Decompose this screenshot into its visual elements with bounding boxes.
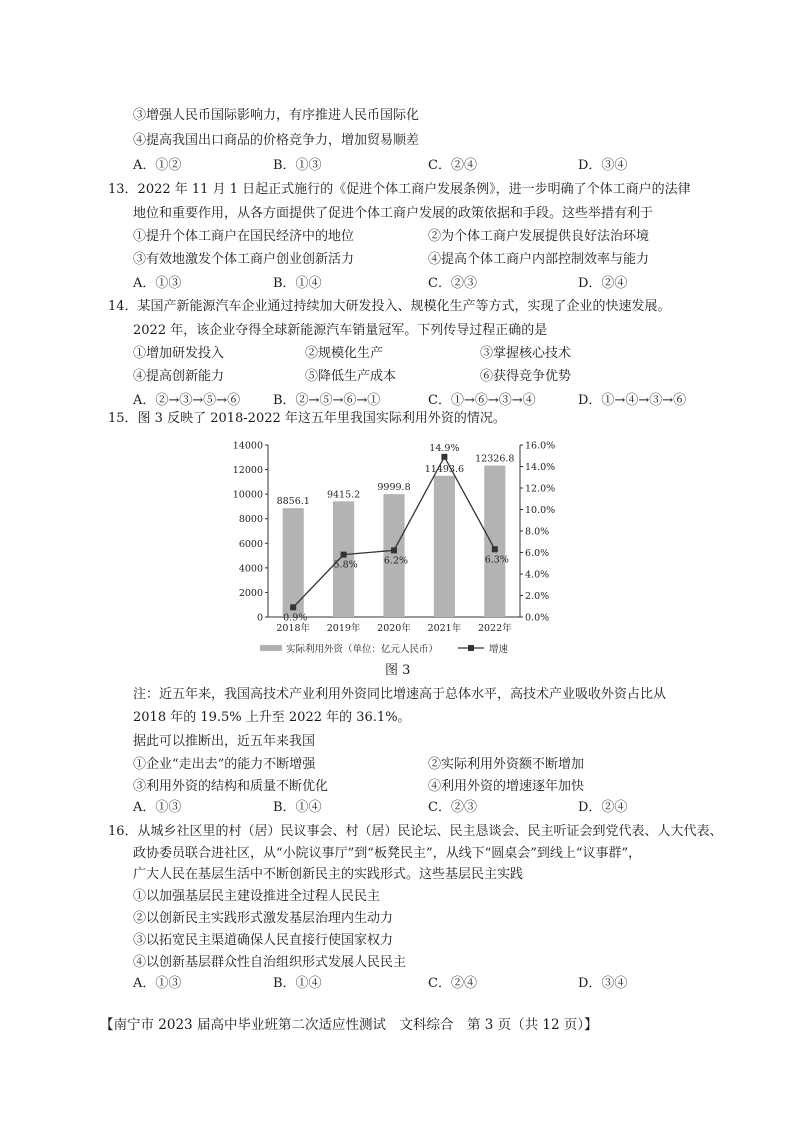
q16-stem-line-3: 广大人民在基层生活中不断创新民主的实践形式。这些基层民主实践 xyxy=(133,867,524,882)
q14-stem-line-2: 2022 年，该企业夺得全球新能源汽车销量冠军。下列传导过程正确的是 xyxy=(133,323,548,338)
right-tick-label: 4.0% xyxy=(525,569,550,581)
q14-item-3: ③掌握核心技术 xyxy=(480,346,572,361)
right-tick-label: 10.0% xyxy=(525,505,556,516)
q15-option-c: C．②③ xyxy=(428,800,477,815)
right-tick-label: 16.0% xyxy=(525,440,556,452)
q14-item-4: ④提高创新能力 xyxy=(133,369,225,384)
q15-stem-line-1: 15．图 3 反映了 2018-2022 年这五年里我国实际利用外资的情况。 xyxy=(108,411,506,426)
legend-bar-label: 实际利用外资（单位：亿元人民币） xyxy=(286,644,439,655)
x-tick-label: 2022年 xyxy=(477,623,512,634)
q13-item-4: ④提高个体工商户内部控制效率与能力 xyxy=(428,252,650,267)
q13-option-c: C．②③ xyxy=(428,276,477,291)
x-tick-label: 2021年 xyxy=(427,623,462,634)
q14-item-1: ①增加研发投入 xyxy=(133,346,225,361)
q13-stem-line-1: 13．2022 年 11 月 1 日起正式施行的《促进个体工商户发展条例》，进一步明确了个体工商户的法律 xyxy=(108,182,691,197)
q16-options xyxy=(133,975,794,993)
left-tick-label: 10000 xyxy=(232,489,263,501)
q14-item-5: ⑤降低生产成本 xyxy=(305,369,397,384)
right-tick-label: 2.0% xyxy=(525,591,550,602)
left-tick-label: 2000 xyxy=(238,587,263,599)
x-tick-label: 2019年 xyxy=(326,623,361,634)
left-tick-label: 12000 xyxy=(232,465,263,477)
bar-value-label: 9999.8 xyxy=(377,482,411,494)
q14-option-a: A．②→③→⑤→⑥ xyxy=(133,393,241,408)
q16-item-2: ②以创新民主实践形式激发基层治理内生动力 xyxy=(133,911,394,926)
q13-option-d: D．②④ xyxy=(578,276,628,291)
q16-item-3: ③以拓宽民主渠道确保人民直接行使国家权力 xyxy=(133,933,394,948)
q13-item-3: ③有效地激发个体工商户创业创新活力 xyxy=(133,252,355,267)
right-tick-label: 6.0% xyxy=(525,548,550,559)
left-tick-label: 14000 xyxy=(232,440,263,452)
q12-option-d: D．③④ xyxy=(578,158,628,173)
q15-option-b: B．①④ xyxy=(273,800,322,815)
q14-item-2: ②规模化生产 xyxy=(305,346,384,361)
bar-value-label: 11493.6 xyxy=(424,463,465,475)
left-tick-label: 4000 xyxy=(238,563,263,575)
growth-point xyxy=(441,454,447,460)
x-tick-label: 2020年 xyxy=(377,623,411,634)
bar xyxy=(434,476,455,617)
figure-3-chart xyxy=(230,435,590,660)
x-tick-label: 2018年 xyxy=(276,623,311,634)
q13-options xyxy=(133,275,794,293)
q16-stem-line-2: 政协委员联合进社区，从“小院议事厅”到“板凳民主”，从线下“圆桌会”到线上“议事群”， xyxy=(133,846,642,861)
growth-point xyxy=(391,547,397,553)
q13-stem-line-2: 地位和重要作用，从各方面提供了促进个体工商户发展的政策依据和手段。这些举措有利于 xyxy=(133,206,654,221)
q15-question: 据此可以推断出，近五年来我国 xyxy=(133,734,316,749)
bar-value-label: 8856.1 xyxy=(276,496,310,508)
q14-stem-line-1: 14．某国产新能源汽车企业通过持续加大研发投入、规模化生产等方式，实现了企业的快速发展。 xyxy=(108,299,671,314)
q12-item-4: ④提高我国出口商品的价格竞争力，增加贸易顺差 xyxy=(133,133,420,148)
q16-option-a: A．①③ xyxy=(133,976,182,991)
growth-point xyxy=(341,552,347,558)
q15-item-3: ③利用外资的结构和质量不断优化 xyxy=(133,779,329,794)
q12-options xyxy=(133,157,794,175)
q13-option-a: A．①③ xyxy=(133,276,182,291)
q16-item-1: ①以加强基层民主建设推进全过程人民民主 xyxy=(133,889,381,904)
growth-point xyxy=(492,546,498,552)
left-tick-label: 6000 xyxy=(238,538,263,550)
bar xyxy=(484,466,505,617)
q14-option-b: B．②→⑤→⑥→① xyxy=(273,393,381,408)
q15-note-line-2: 2018 年的 19.5% 上升至 2022 年的 36.1%。 xyxy=(133,710,411,725)
q15-item-4: ④利用外资的增速逐年加快 xyxy=(428,779,585,794)
q15-note-line-1: 注：近五年来，我国高技术产业利用外资同比增速高于总体水平，高技术产业吸收外资占比从 xyxy=(133,687,667,702)
q15-item-2: ②实际利用外资额不断增加 xyxy=(428,757,585,772)
bar xyxy=(283,508,304,617)
right-tick-label: 0.0% xyxy=(525,612,550,624)
right-tick-label: 12.0% xyxy=(525,483,556,495)
q12-option-b: B．①③ xyxy=(273,158,322,173)
q15-option-d: D．②④ xyxy=(578,800,628,815)
q16-option-b: B．①④ xyxy=(273,976,322,991)
q16-option-d: D．③④ xyxy=(578,976,628,991)
q13-option-b: B．①④ xyxy=(273,276,322,291)
growth-value-label: 6.2% xyxy=(383,555,409,567)
q14-option-d: D．①→④→③→⑥ xyxy=(578,393,687,408)
q13-item-2: ②为个体工商户发展提供良好法治环境 xyxy=(428,229,650,244)
growth-value-label: 0.9% xyxy=(283,612,308,624)
growth-value-label: 14.9% xyxy=(429,442,460,454)
bar-value-label: 9415.2 xyxy=(326,489,361,501)
right-tick-label: 8.0% xyxy=(525,526,550,538)
growth-point xyxy=(290,604,296,610)
legend-line-marker xyxy=(468,645,474,651)
left-tick-label: 0 xyxy=(256,612,263,624)
q13-item-1: ①提升个体工商户在国民经济中的地位 xyxy=(133,229,355,244)
q16-stem-line-1: 16．从城乡社区里的村（居）民议事会、村（居）民论坛、民主恳谈会、民主听证会到党代表、人大代表、 xyxy=(108,824,723,839)
figure-3-title: 图 3 xyxy=(385,663,411,678)
legend-line-label: 增速 xyxy=(489,644,509,655)
q14-options xyxy=(133,392,794,410)
q15-options xyxy=(133,799,794,817)
legend-bar-swatch xyxy=(260,645,282,651)
q16-item-4: ④以创新基层群众性自治组织形式发展人民民主 xyxy=(133,955,407,970)
q12-option-a: A．①② xyxy=(133,158,182,173)
growth-value-label: 5.8% xyxy=(333,559,358,571)
q15-item-1: ①企业“走出去”的能力不断增强 xyxy=(133,757,316,772)
right-tick-label: 14.0% xyxy=(525,462,556,473)
q12-option-c: C．②④ xyxy=(428,158,477,173)
q15-option-a: A．①③ xyxy=(133,800,182,815)
growth-value-label: 6.3% xyxy=(484,554,509,566)
q14-item-6: ⑥获得竞争优势 xyxy=(480,369,572,384)
left-tick-label: 8000 xyxy=(238,514,263,526)
q16-option-c: C．②④ xyxy=(428,976,477,991)
page-footer: 【南宁市 2023 届高中毕业班第二次适应性测试 文科综合 第 3 页（共 12 页）】 xyxy=(100,1017,598,1033)
q12-item-3: ③增强人民币国际影响力，有序推进人民币国际化 xyxy=(133,108,420,123)
bar-value-label: 12326.8 xyxy=(475,453,515,465)
q14-option-c: C．①→⑥→③→④ xyxy=(428,393,536,408)
